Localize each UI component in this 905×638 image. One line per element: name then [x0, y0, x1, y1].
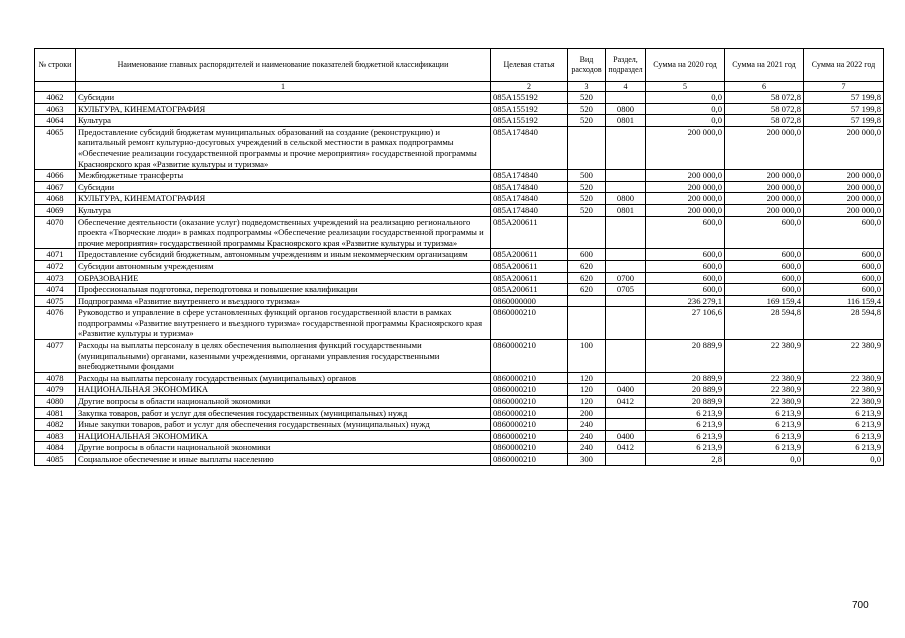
row-target-article-cell: 0860000210: [491, 384, 568, 396]
row-name-cell: Социальное обеспечение и иные выплаты населению: [76, 454, 491, 466]
row-sum-2022-cell: 6 213,9: [804, 442, 884, 454]
table-row: [35, 340, 884, 373]
table-row: [35, 103, 884, 115]
row-sum-2020-cell: 236 279,1: [646, 295, 725, 307]
row-section-cell: 0801: [606, 204, 646, 216]
row-sum-2020-cell: 600,0: [646, 260, 725, 272]
row-section-cell: [606, 216, 646, 249]
row-expense-type-cell: 520: [568, 181, 606, 193]
row-expense-type-cell: 520: [568, 103, 606, 115]
row-sum-2021-cell: 200 000,0: [725, 126, 804, 169]
row-sum-2020-cell: 200 000,0: [646, 170, 725, 182]
row-name-cell: Другие вопросы в области национальной экономики: [76, 396, 491, 408]
row-target-article-cell: 0860000210: [491, 419, 568, 431]
row-number-cell: 4062: [35, 92, 76, 104]
row-expense-type-cell: 520: [568, 92, 606, 104]
row-expense-type-cell: [568, 216, 606, 249]
row-name-cell: Закупка товаров, работ и услуг для обеспечения государственных (муниципальных) нужд: [76, 407, 491, 419]
table-row: [35, 284, 884, 296]
row-expense-type-cell: 200: [568, 407, 606, 419]
header-expense-type: Вид расходов: [568, 49, 606, 82]
table-row: [35, 170, 884, 182]
row-name-cell: Обеспечение деятельности (оказание услуг) подведомственных учреждений на реализацию регионального проекта «Творческие люди» в рамках подпрограммы «Обеспечение реализации государственной программы и прочие мероприятия» государственной программы Красноярского края «Развитие культуры и туризма»: [76, 216, 491, 249]
row-sum-2022-cell: 200 000,0: [804, 193, 884, 205]
row-expense-type-cell: 520: [568, 115, 606, 127]
row-sum-2020-cell: 200 000,0: [646, 126, 725, 169]
row-sum-2022-cell: 600,0: [804, 284, 884, 296]
header-row-number: № строки: [35, 49, 76, 82]
header-name: Наименование главных распорядителей и наименование показателей бюджетной классификации: [76, 49, 491, 82]
row-sum-2020-cell: 200 000,0: [646, 193, 725, 205]
row-number-cell: 4073: [35, 272, 76, 284]
row-target-article-cell: 085A174840: [491, 181, 568, 193]
row-expense-type-cell: [568, 126, 606, 169]
row-expense-type-cell: 600: [568, 249, 606, 261]
row-sum-2021-cell: 28 594,8: [725, 307, 804, 340]
row-sum-2022-cell: 57 199,8: [804, 115, 884, 127]
table-row: [35, 295, 884, 307]
table-row: [35, 407, 884, 419]
row-number-cell: 4080: [35, 396, 76, 408]
table-row: [35, 204, 884, 216]
row-expense-type-cell: 120: [568, 396, 606, 408]
row-sum-2021-cell: 600,0: [725, 249, 804, 261]
table-row: [35, 115, 884, 127]
row-sum-2022-cell: 57 199,8: [804, 103, 884, 115]
table-row: [35, 126, 884, 169]
row-number-cell: 4063: [35, 103, 76, 115]
row-expense-type-cell: 100: [568, 340, 606, 373]
row-target-article-cell: 085A174840: [491, 126, 568, 169]
row-section-cell: 0412: [606, 396, 646, 408]
row-sum-2022-cell: 22 380,9: [804, 340, 884, 373]
row-target-article-cell: 085A174840: [491, 193, 568, 205]
row-expense-type-cell: 120: [568, 384, 606, 396]
header-target-article: Целевая статья: [491, 49, 568, 82]
header-sum-2020: Сумма на 2020 год: [646, 49, 725, 82]
row-section-cell: [606, 307, 646, 340]
row-name-cell: Другие вопросы в области национальной экономики: [76, 442, 491, 454]
row-sum-2022-cell: 6 213,9: [804, 419, 884, 431]
header-sum-2022: Сумма на 2022 год: [804, 49, 884, 82]
table-row: [35, 442, 884, 454]
row-section-cell: [606, 181, 646, 193]
row-expense-type-cell: 520: [568, 193, 606, 205]
row-number-cell: 4072: [35, 260, 76, 272]
row-expense-type-cell: 240: [568, 430, 606, 442]
row-number-cell: 4074: [35, 284, 76, 296]
row-sum-2020-cell: 20 889,9: [646, 372, 725, 384]
row-sum-2021-cell: 200 000,0: [725, 193, 804, 205]
row-name-cell: Предоставление субсидий бюджетам муниципальных образований на создание (реконструкцию) и капитальный ремонт культурно-досуговых учреждений в сельской местности в рамках подпрограммы «Обеспечение реализации государственной программы и прочие мероприятия» государственной программы Красноярского края «Развитие культуры и туризма»: [76, 126, 491, 169]
row-sum-2021-cell: 200 000,0: [725, 204, 804, 216]
row-section-cell: 0800: [606, 193, 646, 205]
row-number-cell: 4077: [35, 340, 76, 373]
row-target-article-cell: 085A200611: [491, 272, 568, 284]
row-expense-type-cell: 620: [568, 284, 606, 296]
row-target-article-cell: 085A174840: [491, 170, 568, 182]
row-sum-2022-cell: 0,0: [804, 454, 884, 466]
row-number-cell: 4064: [35, 115, 76, 127]
row-expense-type-cell: 500: [568, 170, 606, 182]
row-sum-2020-cell: 2,8: [646, 454, 725, 466]
row-section-cell: 0400: [606, 384, 646, 396]
row-section-cell: 0412: [606, 442, 646, 454]
row-name-cell: Расходы на выплаты персоналу государственных (муниципальных) органов: [76, 372, 491, 384]
table-body: [35, 92, 884, 466]
row-section-cell: 0705: [606, 284, 646, 296]
row-name-cell: Руководство и управление в сфере установленных функций органов государственной власти в рамках подпрограммы «Развитие внутреннего и въездного туризма» государственной программы Красноярского края «Развитие культуры и туризма»: [76, 307, 491, 340]
row-name-cell: НАЦИОНАЛЬНАЯ ЭКОНОМИКА: [76, 384, 491, 396]
row-target-article-cell: 0860000210: [491, 340, 568, 373]
row-sum-2020-cell: 20 889,9: [646, 396, 725, 408]
row-sum-2020-cell: 6 213,9: [646, 442, 725, 454]
column-number: 5: [646, 82, 725, 92]
row-expense-type-cell: [568, 295, 606, 307]
row-expense-type-cell: 120: [568, 372, 606, 384]
table-row: [35, 193, 884, 205]
row-expense-type-cell: 240: [568, 442, 606, 454]
table-row: [35, 249, 884, 261]
row-target-article-cell: 0860000210: [491, 454, 568, 466]
row-sum-2021-cell: 22 380,9: [725, 396, 804, 408]
row-expense-type-cell: 300: [568, 454, 606, 466]
table-row: [35, 92, 884, 104]
budget-table-sheet: [34, 48, 884, 466]
row-sum-2020-cell: 600,0: [646, 284, 725, 296]
table-row: [35, 419, 884, 431]
row-target-article-cell: 085A200611: [491, 249, 568, 261]
row-name-cell: Культура: [76, 204, 491, 216]
row-target-article-cell: 085A155192: [491, 115, 568, 127]
row-number-cell: 4068: [35, 193, 76, 205]
row-sum-2021-cell: 600,0: [725, 260, 804, 272]
row-section-cell: [606, 372, 646, 384]
row-section-cell: [606, 419, 646, 431]
row-sum-2021-cell: 6 213,9: [725, 442, 804, 454]
row-sum-2020-cell: 20 889,9: [646, 384, 725, 396]
table-row: [35, 216, 884, 249]
row-sum-2021-cell: 600,0: [725, 216, 804, 249]
row-section-cell: [606, 407, 646, 419]
table-row: [35, 181, 884, 193]
row-sum-2020-cell: 0,0: [646, 103, 725, 115]
row-name-cell: Иные закупки товаров, работ и услуг для обеспечения государственных (муниципальных) нужд: [76, 419, 491, 431]
row-sum-2020-cell: 200 000,0: [646, 204, 725, 216]
row-sum-2022-cell: 200 000,0: [804, 170, 884, 182]
row-sum-2021-cell: 200 000,0: [725, 170, 804, 182]
row-sum-2022-cell: 28 594,8: [804, 307, 884, 340]
column-number-row: [35, 82, 884, 92]
row-expense-type-cell: 620: [568, 260, 606, 272]
row-sum-2021-cell: 6 213,9: [725, 419, 804, 431]
row-target-article-cell: 0860000210: [491, 307, 568, 340]
row-section-cell: 0400: [606, 430, 646, 442]
row-sum-2022-cell: 200 000,0: [804, 204, 884, 216]
row-sum-2022-cell: 200 000,0: [804, 126, 884, 169]
row-sum-2022-cell: 600,0: [804, 260, 884, 272]
column-number: 1: [76, 82, 491, 92]
row-sum-2022-cell: 200 000,0: [804, 181, 884, 193]
row-number-cell: 4070: [35, 216, 76, 249]
row-sum-2022-cell: 6 213,9: [804, 430, 884, 442]
table-row: [35, 260, 884, 272]
table-row: [35, 430, 884, 442]
row-target-article-cell: 0860000000: [491, 295, 568, 307]
column-number: 2: [491, 82, 568, 92]
row-target-article-cell: 085A200611: [491, 284, 568, 296]
row-sum-2020-cell: 200 000,0: [646, 181, 725, 193]
row-number-cell: 4066: [35, 170, 76, 182]
row-section-cell: 0801: [606, 115, 646, 127]
row-sum-2021-cell: 600,0: [725, 284, 804, 296]
row-number-cell: 4085: [35, 454, 76, 466]
row-sum-2021-cell: 200 000,0: [725, 181, 804, 193]
row-number-cell: 4078: [35, 372, 76, 384]
row-name-cell: Субсидии автономным учреждениям: [76, 260, 491, 272]
row-name-cell: КУЛЬТУРА, КИНЕМАТОГРАФИЯ: [76, 193, 491, 205]
row-number-cell: 4065: [35, 126, 76, 169]
row-sum-2022-cell: 22 380,9: [804, 372, 884, 384]
row-number-cell: 4084: [35, 442, 76, 454]
row-name-cell: Культура: [76, 115, 491, 127]
row-target-article-cell: 085A155192: [491, 92, 568, 104]
row-target-article-cell: 085A200611: [491, 216, 568, 249]
table-row: [35, 384, 884, 396]
row-sum-2020-cell: 6 213,9: [646, 419, 725, 431]
row-sum-2021-cell: 58 072,8: [725, 103, 804, 115]
row-section-cell: [606, 92, 646, 104]
budget-table: [34, 48, 884, 466]
row-name-cell: Субсидии: [76, 181, 491, 193]
row-sum-2020-cell: 0,0: [646, 115, 725, 127]
row-name-cell: Предоставление субсидий бюджетным, автономным учреждениям и иным некоммерческим организациям: [76, 249, 491, 261]
row-number-cell: 4082: [35, 419, 76, 431]
row-sum-2021-cell: 58 072,8: [725, 92, 804, 104]
page-number: 700: [852, 600, 869, 611]
row-number-cell: 4076: [35, 307, 76, 340]
row-sum-2021-cell: 22 380,9: [725, 340, 804, 373]
row-target-article-cell: 0860000210: [491, 372, 568, 384]
row-sum-2022-cell: 22 380,9: [804, 384, 884, 396]
row-sum-2021-cell: 22 380,9: [725, 384, 804, 396]
row-section-cell: [606, 260, 646, 272]
row-section-cell: 0800: [606, 103, 646, 115]
row-target-article-cell: 0860000210: [491, 407, 568, 419]
row-sum-2020-cell: 600,0: [646, 272, 725, 284]
row-name-cell: НАЦИОНАЛЬНАЯ ЭКОНОМИКА: [76, 430, 491, 442]
row-number-cell: 4079: [35, 384, 76, 396]
row-sum-2022-cell: 22 380,9: [804, 396, 884, 408]
header-section: Раздел, подраздел: [606, 49, 646, 82]
row-sum-2021-cell: 0,0: [725, 454, 804, 466]
row-number-cell: 4081: [35, 407, 76, 419]
table-row: [35, 372, 884, 384]
column-number: 7: [804, 82, 884, 92]
row-number-cell: 4069: [35, 204, 76, 216]
row-name-cell: Межбюджетные трансферты: [76, 170, 491, 182]
row-target-article-cell: 0860000210: [491, 442, 568, 454]
column-number: 6: [725, 82, 804, 92]
row-sum-2021-cell: 169 159,4: [725, 295, 804, 307]
row-name-cell: Расходы на выплаты персоналу в целях обеспечения выполнения функций государственными (муниципальными) органами, казенными учреждениями, органами управления государственными внебюджетными фондами: [76, 340, 491, 373]
row-sum-2020-cell: 6 213,9: [646, 407, 725, 419]
row-sum-2020-cell: 600,0: [646, 249, 725, 261]
row-name-cell: ОБРАЗОВАНИЕ: [76, 272, 491, 284]
row-target-article-cell: 0860000210: [491, 430, 568, 442]
row-sum-2022-cell: 600,0: [804, 216, 884, 249]
header-sum-2021: Сумма на 2021 год: [725, 49, 804, 82]
row-sum-2020-cell: 20 889,9: [646, 340, 725, 373]
row-expense-type-cell: 520: [568, 204, 606, 216]
row-sum-2021-cell: 6 213,9: [725, 430, 804, 442]
row-section-cell: [606, 295, 646, 307]
table-row: [35, 272, 884, 284]
row-sum-2022-cell: 6 213,9: [804, 407, 884, 419]
row-target-article-cell: 085A200611: [491, 260, 568, 272]
row-name-cell: Подпрограмма «Развитие внутреннего и въездного туризма»: [76, 295, 491, 307]
row-sum-2021-cell: 6 213,9: [725, 407, 804, 419]
row-name-cell: Профессиональная подготовка, переподготовка и повышение квалификации: [76, 284, 491, 296]
row-sum-2021-cell: 58 072,8: [725, 115, 804, 127]
row-target-article-cell: 085A155192: [491, 103, 568, 115]
row-sum-2021-cell: 22 380,9: [725, 372, 804, 384]
table-header-row: [35, 49, 884, 82]
column-number: 3: [568, 82, 606, 92]
row-sum-2020-cell: 600,0: [646, 216, 725, 249]
row-number-cell: 4067: [35, 181, 76, 193]
row-number-cell: 4083: [35, 430, 76, 442]
row-section-cell: [606, 126, 646, 169]
table-row: [35, 307, 884, 340]
row-sum-2022-cell: 57 199,8: [804, 92, 884, 104]
table-row: [35, 396, 884, 408]
row-sum-2020-cell: 6 213,9: [646, 430, 725, 442]
table-row: [35, 454, 884, 466]
row-section-cell: [606, 170, 646, 182]
row-target-article-cell: 0860000210: [491, 396, 568, 408]
column-number: 4: [606, 82, 646, 92]
row-target-article-cell: 085A174840: [491, 204, 568, 216]
row-name-cell: КУЛЬТУРА, КИНЕМАТОГРАФИЯ: [76, 103, 491, 115]
row-name-cell: Субсидии: [76, 92, 491, 104]
row-sum-2020-cell: 0,0: [646, 92, 725, 104]
row-sum-2022-cell: 116 159,4: [804, 295, 884, 307]
row-expense-type-cell: 240: [568, 419, 606, 431]
row-section-cell: [606, 340, 646, 373]
row-expense-type-cell: 620: [568, 272, 606, 284]
row-section-cell: [606, 249, 646, 261]
row-expense-type-cell: [568, 307, 606, 340]
row-sum-2020-cell: 27 106,6: [646, 307, 725, 340]
row-number-cell: 4071: [35, 249, 76, 261]
row-sum-2022-cell: 600,0: [804, 272, 884, 284]
row-sum-2022-cell: 600,0: [804, 249, 884, 261]
row-sum-2021-cell: 600,0: [725, 272, 804, 284]
row-section-cell: [606, 454, 646, 466]
row-section-cell: 0700: [606, 272, 646, 284]
column-number-blank: [35, 82, 76, 92]
row-number-cell: 4075: [35, 295, 76, 307]
